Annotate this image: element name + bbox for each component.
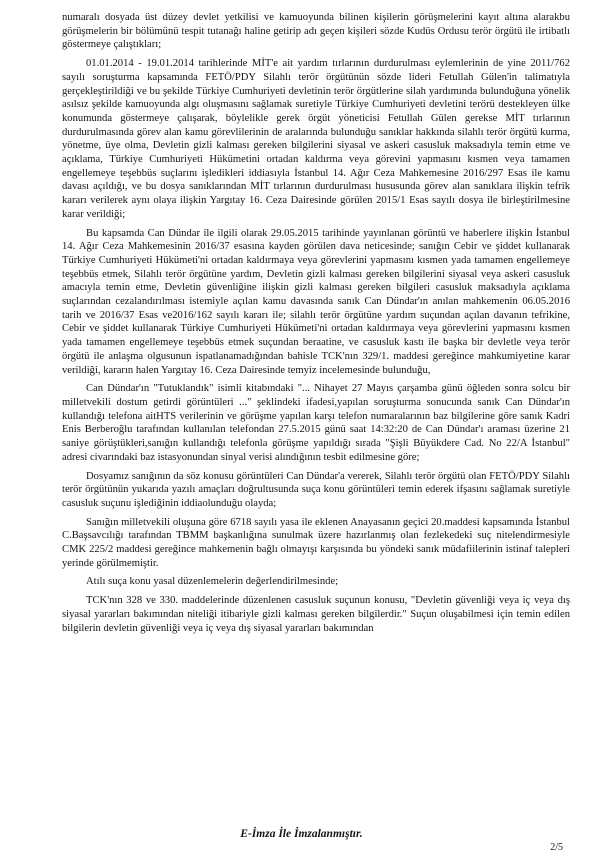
paragraph-book-quote: Can Dündar'ın "Tutuklandık" isimli kitabındaki "... Nihayet 27 Mayıs çarşamba günü öğleden sonra solcu bir milletvekili dostum getirdi görüntüleri ..." şeklindeki ifadesi,yapılan soruşturma sonucunda sanık Can Dündar'ın kullandığı telefona aitHTS verilerinin ve görüşme yapılan karşı telefon numaralarının baz bilgilerine göre sanık Kadri Enis Berberoğlu tarafından kullanılan telefondan 27.5.2015 günü saat 14:32:20 de Can Dündar'ı araması üzerine 21 saniye görüştükleri,sanığın kullandığı telefonla görüşme yapıldığı sırada "Şişli Büyükdere Cad. No 22/A İstanbul" adresi civarındaki baz istasyonundan sinyal verisi alındığının tesbit edilmesine göre; xyxy=(62,383,570,463)
page-footer xyxy=(0,822,603,852)
paragraph-continuation: numaralı dosyada üst düzey devlet yetkilisi ve kamuoyunda bilinen kişilerin görüşmelerini kayıt altına alarakbu görüşmelerin bir bölümünü tespit tutanağı haline getirip adı geçen kişileri sözde Kudüs Ordusu terör örgütü ile irtibatlı göstermeye çalıştıkları; xyxy=(62,12,570,51)
paragraph-espionage-articles: TCK'nın 328 ve 330. maddelerinde düzenlenen casusluk suçunun konusu, "Devletin güvenliği veya iç veya dış siyasal yararları bakımından niteliği itibariyle gizli kalması gereken bilgilerdir." Suçun oluşabilmesi için temin edilen bilgilerin devletin güvenliği veya iç veya dış siyasal yararları bakımından xyxy=(62,595,570,634)
paragraph-parliament: Sanığın milletvekili oluşuna göre 6718 sayılı yasa ile eklenen Anayasanın geçici 20.maddesi kapsamında İstanbul C.Başsavcılığı tarafından TBMM başkanlığına sunulmak üzere hazırlanmış olan fezlekedeki suç nitelendirmesiyle CMK 225/2 maddesi gereğince mahkemenin bağlı olmayışı karşısında bu yöndeki sanık müdafiilerinin istinaf talepleri yerinde görülmemiştir. xyxy=(62,516,570,569)
paragraph-legal-evaluation: Atılı suça konu yasal düzenlemelerin değerlendirilmesinde; xyxy=(86,576,339,588)
page-number: 2/5 xyxy=(550,842,563,853)
e-signature-note: E-İmza İle İmzalanmıştır. xyxy=(240,828,363,840)
paragraph-can-dundar-case: Bu kapsamda Can Dündar ile ilgili olarak 29.05.2015 tarihinde yayınlanan görüntü ve haberlere ilişkin İstanbul 14. Ağır Ceza Mahkemesinin 2016/37 esasına kayden görülen dava neticesinde; sanığın Cebir ve şiddet kullanarak Türkiye Cumhuriyeti Hükümeti'ni ortadan kaldırmaya veya görevlerini yapmasını kısmen yada tamamen engellemeye teşebbüs etmek, Silahlı terör örgütüne yardım, Devletin gizli kalması gereken bilgilerini siyasal veya askeri casusluk amacıyla temin etme, Devletin güvenliğine ilişkin gizli kalması gereken bilgileri casusluk maksadıyla açıklama suçlarından cezalandırılması istemiyle açılan kamu davasında sanık Can Dündar'ın anılan mahkemenin 06.05.2016 tarih ve 2016/37 Esas ve2016/162 sayılı kararı ile; silahlı terör örgütüne yardım suçundan açılan davanın tefrikine, Cebir ve şiddet kullanarak Türkiye Cumhuriyeti Hükümeti'ni ortadan kaldırmaya veya görevlerini yapmasını kısmen yada tamamen engellemeye teşebbüs etmek suçundan beraatine, ve casusluk kastı ile başka bir devletle veya terör örgütü ile anlaşma olgusunun ispatlanamadığından bahisle TCK'nın 329/1. maddesi gereğince mahkumiyetine karar verildiği, kararın halen Yargıtay 16. Ceza Dairesinde temyiz incelemesinde bulunduğu, xyxy=(62,227,570,376)
document-body xyxy=(62,11,570,640)
paragraph-defendant-footage: Dosyamız sanığının da söz konusu görüntüleri Can Dündar'a vererek, Silahlı terör örgütü olan FETÖ/PDY Silahlı terör örgütünün yukarıda yazılı amaçları doğrultusunda suça konu görüntüleri temin ederek ifşasını sağlamak suretiyle casusluk suçunu işlediğinin iddiaolunduğu olayda; xyxy=(62,470,570,509)
paragraph-mit-trucks: 01.01.2014 - 19.01.2014 tarihlerinde MİT'e ait yardım tırlarının durdurulması eylemlerinin de yine 2011/762 sayılı soruşturma kapsamında FETÖ/PDY Silahlı terör örgütünün sözde lideri Fetullah Gülen'in talimatıyla gerçekleştirildiği ve bu şekilde Türkiye Cumhuriyeti devletinin terör örgütlerine silah yardımında bulunduğuna yönelik asılsız şekilde kamuoyunda algı oluşmasını sağlamak suretiyle Türkiye Cumhuriyeti devletini terörü destekleyen ülke konumunda göstermeye çalışarak, böylelikle gerek örgüt yöneticisi Fetullah Gülen gerekse MİT tırlarının durdurulmasında görev alan kamu görevlilerinin de aralarında bulunduğu sanıklar hakkında silahlı terör örgütü kurma, yönetme, üye olma, Devletin gizli kalması gereken bilgilerini siyasal ve askeri casusluk maksadıyla temin etme ve açıklama, Türkiye Cumhuriyeti Hükümetini ortadan kaldırma veya görevini yapmasını kısmen veya tamamen engellemeye teşebbüs suçlarını işledikleri iddiasıyla İstanbul 14. Ağır Ceza Mahkemesine 2016/297 Esas ile kamu davası açıldığı, ve bu dosya sanıklarından MİT tırlarının durdurulması hususunda görev alan sanıklara ilişkin tefrik kararı verilerek aynı olaya ilişkin Yargıtay 16. Ceza Dairesinde görülen 2015/1 Esas sayılı dosya ile birleştirilmesine karar verildiği; xyxy=(62,58,570,220)
